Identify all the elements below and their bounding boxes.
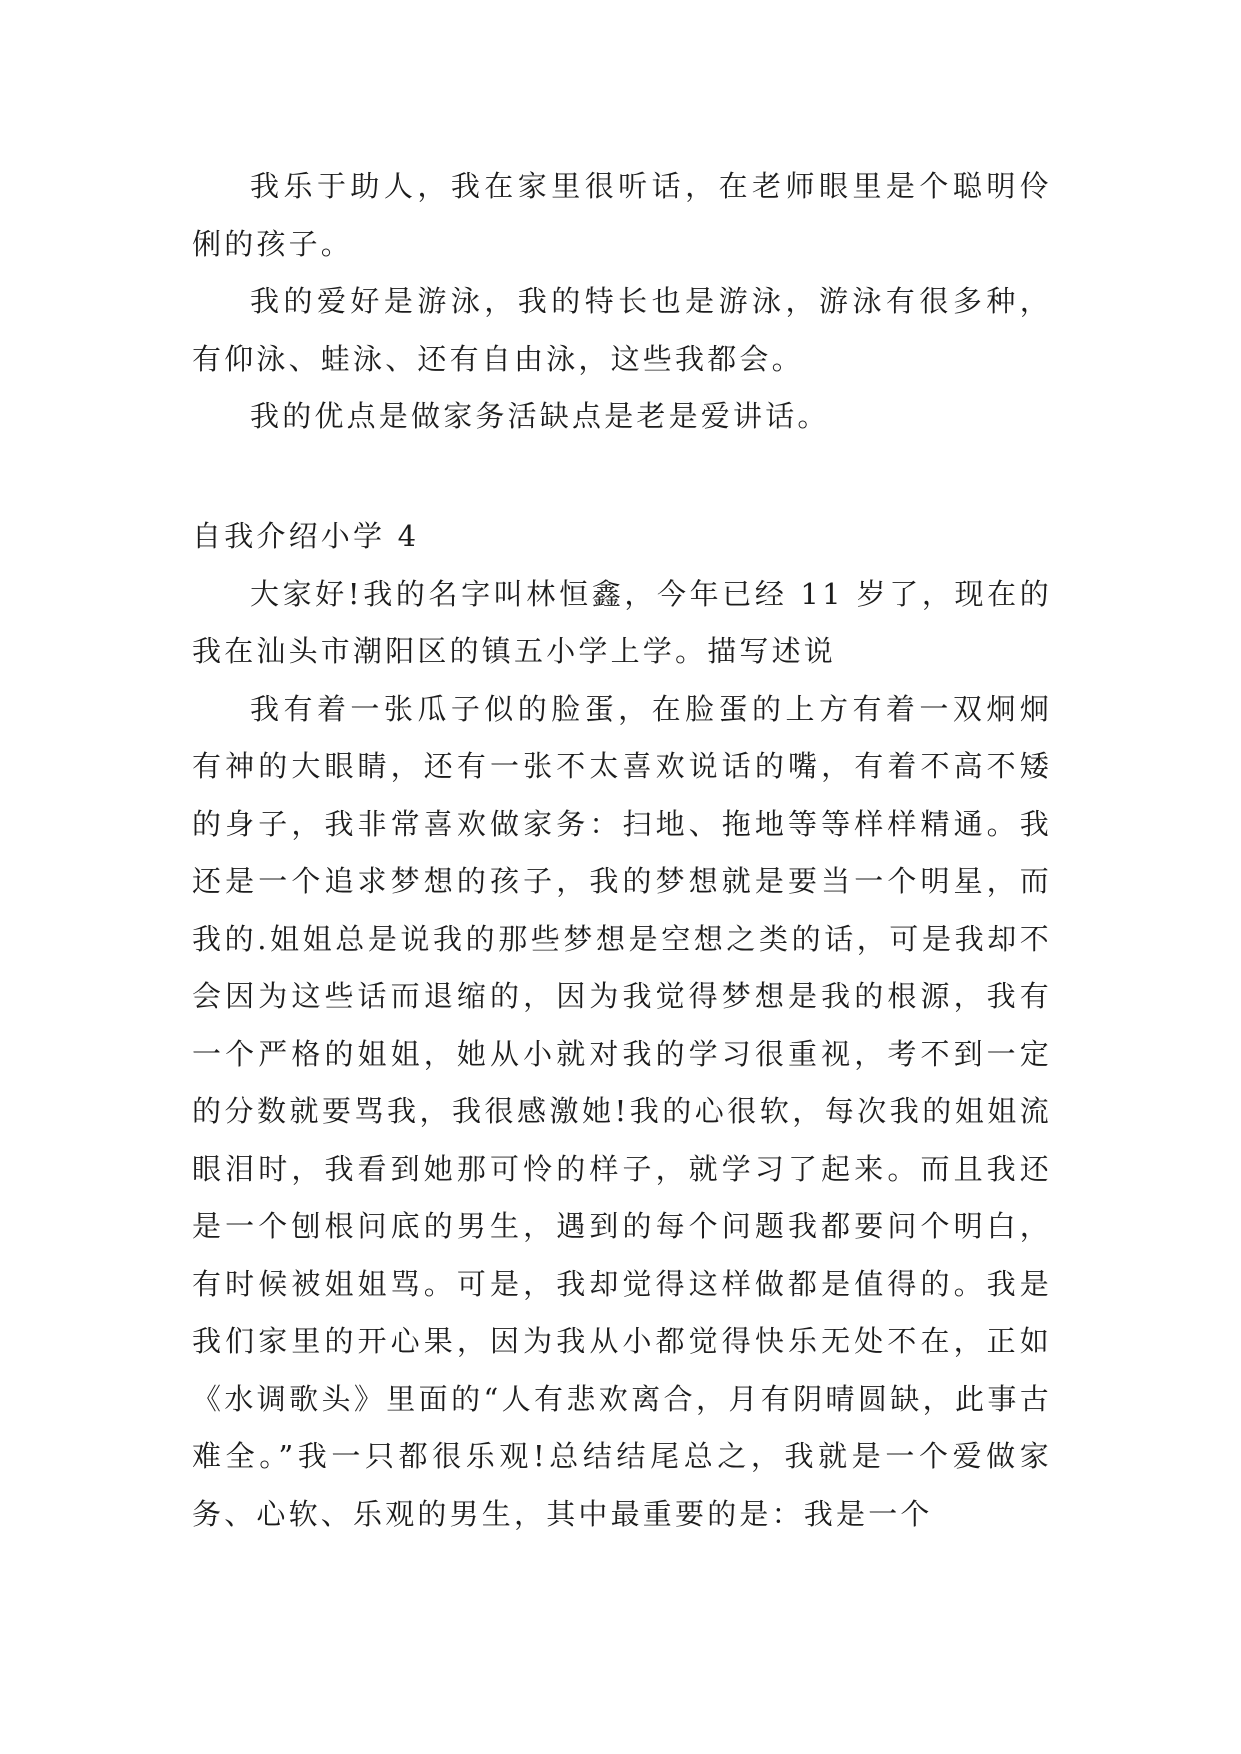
section-heading: 自我介绍小学 4 [192, 519, 420, 553]
paragraph: 我有着一张瓜子似的脸蛋，在脸蛋的上方有着一双炯炯有神的大眼睛，还有一张不太喜欢说话的嘴，有着不高不矮的身子，我非常喜欢做家务：扫地、拖地等等样样精通。我还是一个追求梦想的孩子，我的梦想就是要当一个明星，而我的.姐姐总是说我的那些梦想是空想之类的话，可是我却不会因为这些话而退缩的，因为我觉得梦想是我的根源，我有一个严格的姐姐，她从小就对我的学习很重视，考不到一定的分数就要骂我，我很感激她!我的心很软，每次我的姐姐流眼泪时，我看到她那可怜的样子，就学习了起来。而且我还是一个刨根问底的男生，遇到的每个问题我都要问个明白，有时候被姐姐骂。可是，我却觉得这样做都是值得的。我是我们家里的开心果，因为我从小都觉得快乐无处不在，正如《水调歌头》里面的“人有悲欢离合，月有阴晴圆缺，此事古难全。”我一只都很乐观!总结结尾总之，我就是一个爱做家务、心软、乐观的男生，其中最重要的是：我是一个 [192, 691, 1052, 1531]
continued-section [192, 158, 1052, 446]
paragraph: 我的优点是做家务活缺点是老是爱讲话。 [250, 399, 830, 433]
paragraph: 我的爱好是游泳，我的特长也是游泳，游泳有很多种，有仰泳、蛙泳、还有自由泳，这些我都会。 [192, 284, 1052, 376]
paragraph: 我乐于助人，我在家里很听话，在老师眼里是个聪明伶俐的孩子。 [192, 169, 1052, 261]
section-4 [192, 508, 1052, 1543]
paragraph: 大家好!我的名字叫林恒鑫，今年已经 11 岁了，现在的我在汕头市潮阳区的镇五小学上学。描写述说 [192, 576, 1052, 668]
